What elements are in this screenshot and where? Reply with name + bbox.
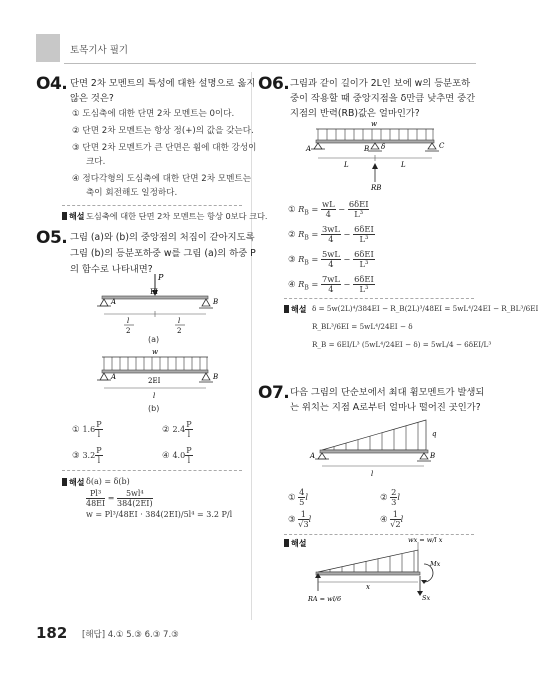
q6-option-4[interactable]: ④ $R_B$ = $\frac{7wL}{4}$ − $\frac{\text{6δEI}}{\text{L³}}$ bbox=[288, 274, 374, 294]
q4-option-1[interactable]: ① 도심축에 대한 단면 2차 모멘트는 0이다. bbox=[72, 109, 235, 119]
q5a-pin-support-icon bbox=[100, 299, 108, 306]
q7-option-3[interactable]: ③ $\frac{1}{√3}$ l bbox=[288, 509, 312, 529]
q5a-caption: (a) bbox=[148, 335, 160, 344]
q5-divider bbox=[62, 470, 242, 471]
q5-solution-label: 해설 bbox=[62, 477, 84, 488]
q7-solution-label: 해설 bbox=[284, 538, 306, 549]
q5a-support-a: A bbox=[111, 298, 117, 306]
header-tab-marker bbox=[36, 34, 63, 62]
q4-number: O4. bbox=[36, 74, 68, 94]
q6-option-1[interactable]: ① $R_B$ = $\frac{wL}{4}$ − $\frac{\text{6δEI}}{\text{L³}}$ bbox=[288, 199, 369, 219]
q5b-span: l bbox=[153, 392, 156, 400]
q5-option-2[interactable]: ② 2.4 $\frac{P}{l}$ bbox=[162, 420, 192, 439]
page-number: 182 bbox=[36, 624, 68, 642]
q6-text-line3: 지점의 반력(RB)값은 얼마인가? bbox=[290, 108, 420, 119]
q7-support-a: A bbox=[310, 452, 316, 460]
q7-option-4[interactable]: ④ $\frac{1}{√2}$ l bbox=[380, 509, 404, 529]
q6-support-b: B bbox=[364, 145, 370, 153]
q4-text-line2: 않은 것은? bbox=[70, 93, 114, 104]
q5-option-3[interactable]: ③ 3.2 $\frac{P}{l}$ bbox=[72, 446, 102, 465]
q4-option-2[interactable]: ② 단면 2차 모멘트는 항상 정(+)의 값을 갖는다. bbox=[72, 126, 254, 136]
q7-roller-support-icon bbox=[420, 453, 428, 459]
q5a-roller-support-icon bbox=[202, 299, 210, 306]
q6-text-line2: 중이 작용할 때 중앙지점을 δ만큼 낮추면 중간 bbox=[290, 93, 476, 104]
q6-support-c: C bbox=[439, 142, 445, 150]
q4-solution-text: 도심축에 대한 단면 2차 모멘트는 항상 0보다 크다. bbox=[86, 211, 268, 221]
q7-figure bbox=[304, 414, 444, 480]
q7-option-2[interactable]: ② $\frac{2}{3}$ l bbox=[380, 487, 401, 507]
q6-text-line1: 그림과 같이 길이가 2L인 보에 w의 등분포하 bbox=[290, 78, 471, 89]
q6-figure bbox=[300, 118, 450, 192]
q4-solution-label: 해설 bbox=[62, 211, 84, 222]
q5-figure-b bbox=[90, 346, 220, 404]
q5-solution-line3: w = Pl³/48EI · 384(2EI)/5l⁴ = 3.2 P/l bbox=[86, 510, 233, 519]
q7-sol-ra: RA = wl/6 bbox=[308, 595, 342, 603]
q5-solution-line1: δ(a) = δ(b) bbox=[86, 477, 130, 486]
q5b-load-label: w bbox=[152, 348, 158, 356]
q7-option-1[interactable]: ① $\frac{4}{5}$ l bbox=[288, 487, 309, 507]
q6-load-label: w bbox=[371, 120, 377, 128]
q6-roller-support-icon bbox=[428, 143, 436, 149]
q5-text-line2: 그림 (b)의 등분포하중 w를 그림 (a)의 하중 P bbox=[70, 248, 256, 259]
q4-option-3[interactable]: ③ 단면 2차 모멘트가 큰 단면은 휨에 대한 강성이 bbox=[72, 143, 257, 153]
header-label: 토목기사 필기 bbox=[70, 45, 129, 56]
q6-option-2[interactable]: ② $R_B$ = $\frac{3wL}{4}$ − $\frac{\text{6δEI}}{\text{L³}}$ bbox=[288, 224, 374, 244]
q6-delta: δ bbox=[381, 143, 386, 151]
q5a-half-right: l bbox=[178, 317, 181, 325]
q5-option-1[interactable]: ① 1.6 $\frac{P}{l}$ bbox=[72, 420, 102, 439]
q6-reaction-label: RB bbox=[371, 184, 382, 192]
q7-solution-figure bbox=[304, 536, 454, 610]
q5a-ei-label: EI bbox=[150, 288, 158, 296]
q7-text-line1: 다음 그림의 단순보에서 최대 휨모멘트가 발생되 bbox=[290, 387, 485, 398]
q5a-half-left: l bbox=[127, 317, 130, 325]
q5-figure-a bbox=[90, 270, 220, 340]
q6-solution-line2: R_BL³/6EI = 5wL⁴/24EI − δ bbox=[312, 322, 413, 331]
page-footer bbox=[36, 624, 476, 644]
q6-middle-support-icon bbox=[371, 143, 379, 149]
q6-number: O6. bbox=[258, 74, 290, 94]
q6-support-a: A bbox=[306, 145, 312, 153]
q5b-caption: (b) bbox=[148, 404, 160, 413]
q6-reaction-arrow-icon bbox=[372, 163, 378, 169]
q7-span: l bbox=[371, 470, 374, 478]
q6-span-2: L bbox=[401, 161, 406, 169]
q4-text-line1: 단면 2차 모멘트의 특성에 대한 설명으로 옳지 bbox=[70, 78, 256, 89]
header-rule bbox=[64, 63, 476, 64]
q5-text-line1: 그림 (a)와 (b)의 중앙점의 처짐이 같아지도록 bbox=[70, 232, 255, 243]
q5b-support-a: A bbox=[111, 373, 117, 381]
q5b-pin-support-icon bbox=[100, 373, 108, 380]
q5-text-line3: 의 함수로 나타내면? bbox=[70, 264, 153, 275]
q7-text-line2: 는 위치는 지점 A로부터 얼마나 떨어진 곳인가? bbox=[290, 402, 481, 413]
q5b-support-b: B bbox=[213, 373, 219, 381]
q7-sol-sx: Sx bbox=[422, 594, 431, 602]
q5a-div-right: 2 bbox=[177, 327, 182, 335]
q4-option-3-cont: 크다. bbox=[86, 157, 106, 167]
q5-number: O5. bbox=[36, 228, 68, 248]
page-header bbox=[36, 34, 476, 64]
answer-key: [해답] 4.① 5.③ 6.③ 7.③ bbox=[82, 630, 179, 640]
q6-divider bbox=[284, 298, 474, 299]
q5b-roller-support-icon bbox=[202, 373, 210, 380]
q6-solution-line1: δ = 5w(2L)⁴/384EI − R_B(2L)³/48EI = 5wL⁴/24EI − R_BL³/6EI bbox=[312, 304, 538, 313]
q7-sol-mx: Mx bbox=[430, 560, 441, 568]
q7-sol-wx: wx = w/l x bbox=[408, 536, 443, 544]
q6-solution-line3: R_B = 6EI/L³ (5wL⁴/24EI − δ) = 5wL/4 − 6δEI/L³ bbox=[312, 340, 492, 349]
q7-sol-x: x bbox=[366, 583, 370, 591]
q5a-support-b: B bbox=[213, 298, 219, 306]
q5a-load-label: P bbox=[158, 273, 164, 282]
q7-number: O7. bbox=[258, 383, 290, 403]
q5-option-4[interactable]: ④ 4.0 $\frac{P}{l}$ bbox=[162, 446, 192, 465]
q6-solution-label: 해설 bbox=[284, 304, 306, 315]
q6-pin-support-icon bbox=[314, 143, 322, 149]
q7-support-b: B bbox=[430, 452, 436, 460]
q7-load-label: q bbox=[432, 430, 437, 438]
q6-span-1: L bbox=[344, 161, 349, 169]
q4-option-4[interactable]: ④ 정다각형의 도심축에 대한 단면 2차 모멘트는 bbox=[72, 174, 251, 184]
q7-divider bbox=[284, 534, 474, 535]
q5b-ei-label: 2EI bbox=[148, 377, 161, 385]
q5a-div-left: 2 bbox=[126, 327, 131, 335]
q5-solution-line2: $\frac{\text{Pl³}}{48EI}$ = $\frac{\text{5wl⁴}}{384(2EI)}$ bbox=[86, 489, 153, 508]
q4-option-4-cont: 축이 회전해도 일정하다. bbox=[86, 188, 178, 198]
q4-divider bbox=[62, 205, 242, 206]
q7-pin-support-icon bbox=[318, 453, 326, 459]
q6-option-3[interactable]: ③ $R_B$ = $\frac{5wL}{4}$ − $\frac{\text{6δEI}}{\text{L³}}$ bbox=[288, 249, 374, 269]
